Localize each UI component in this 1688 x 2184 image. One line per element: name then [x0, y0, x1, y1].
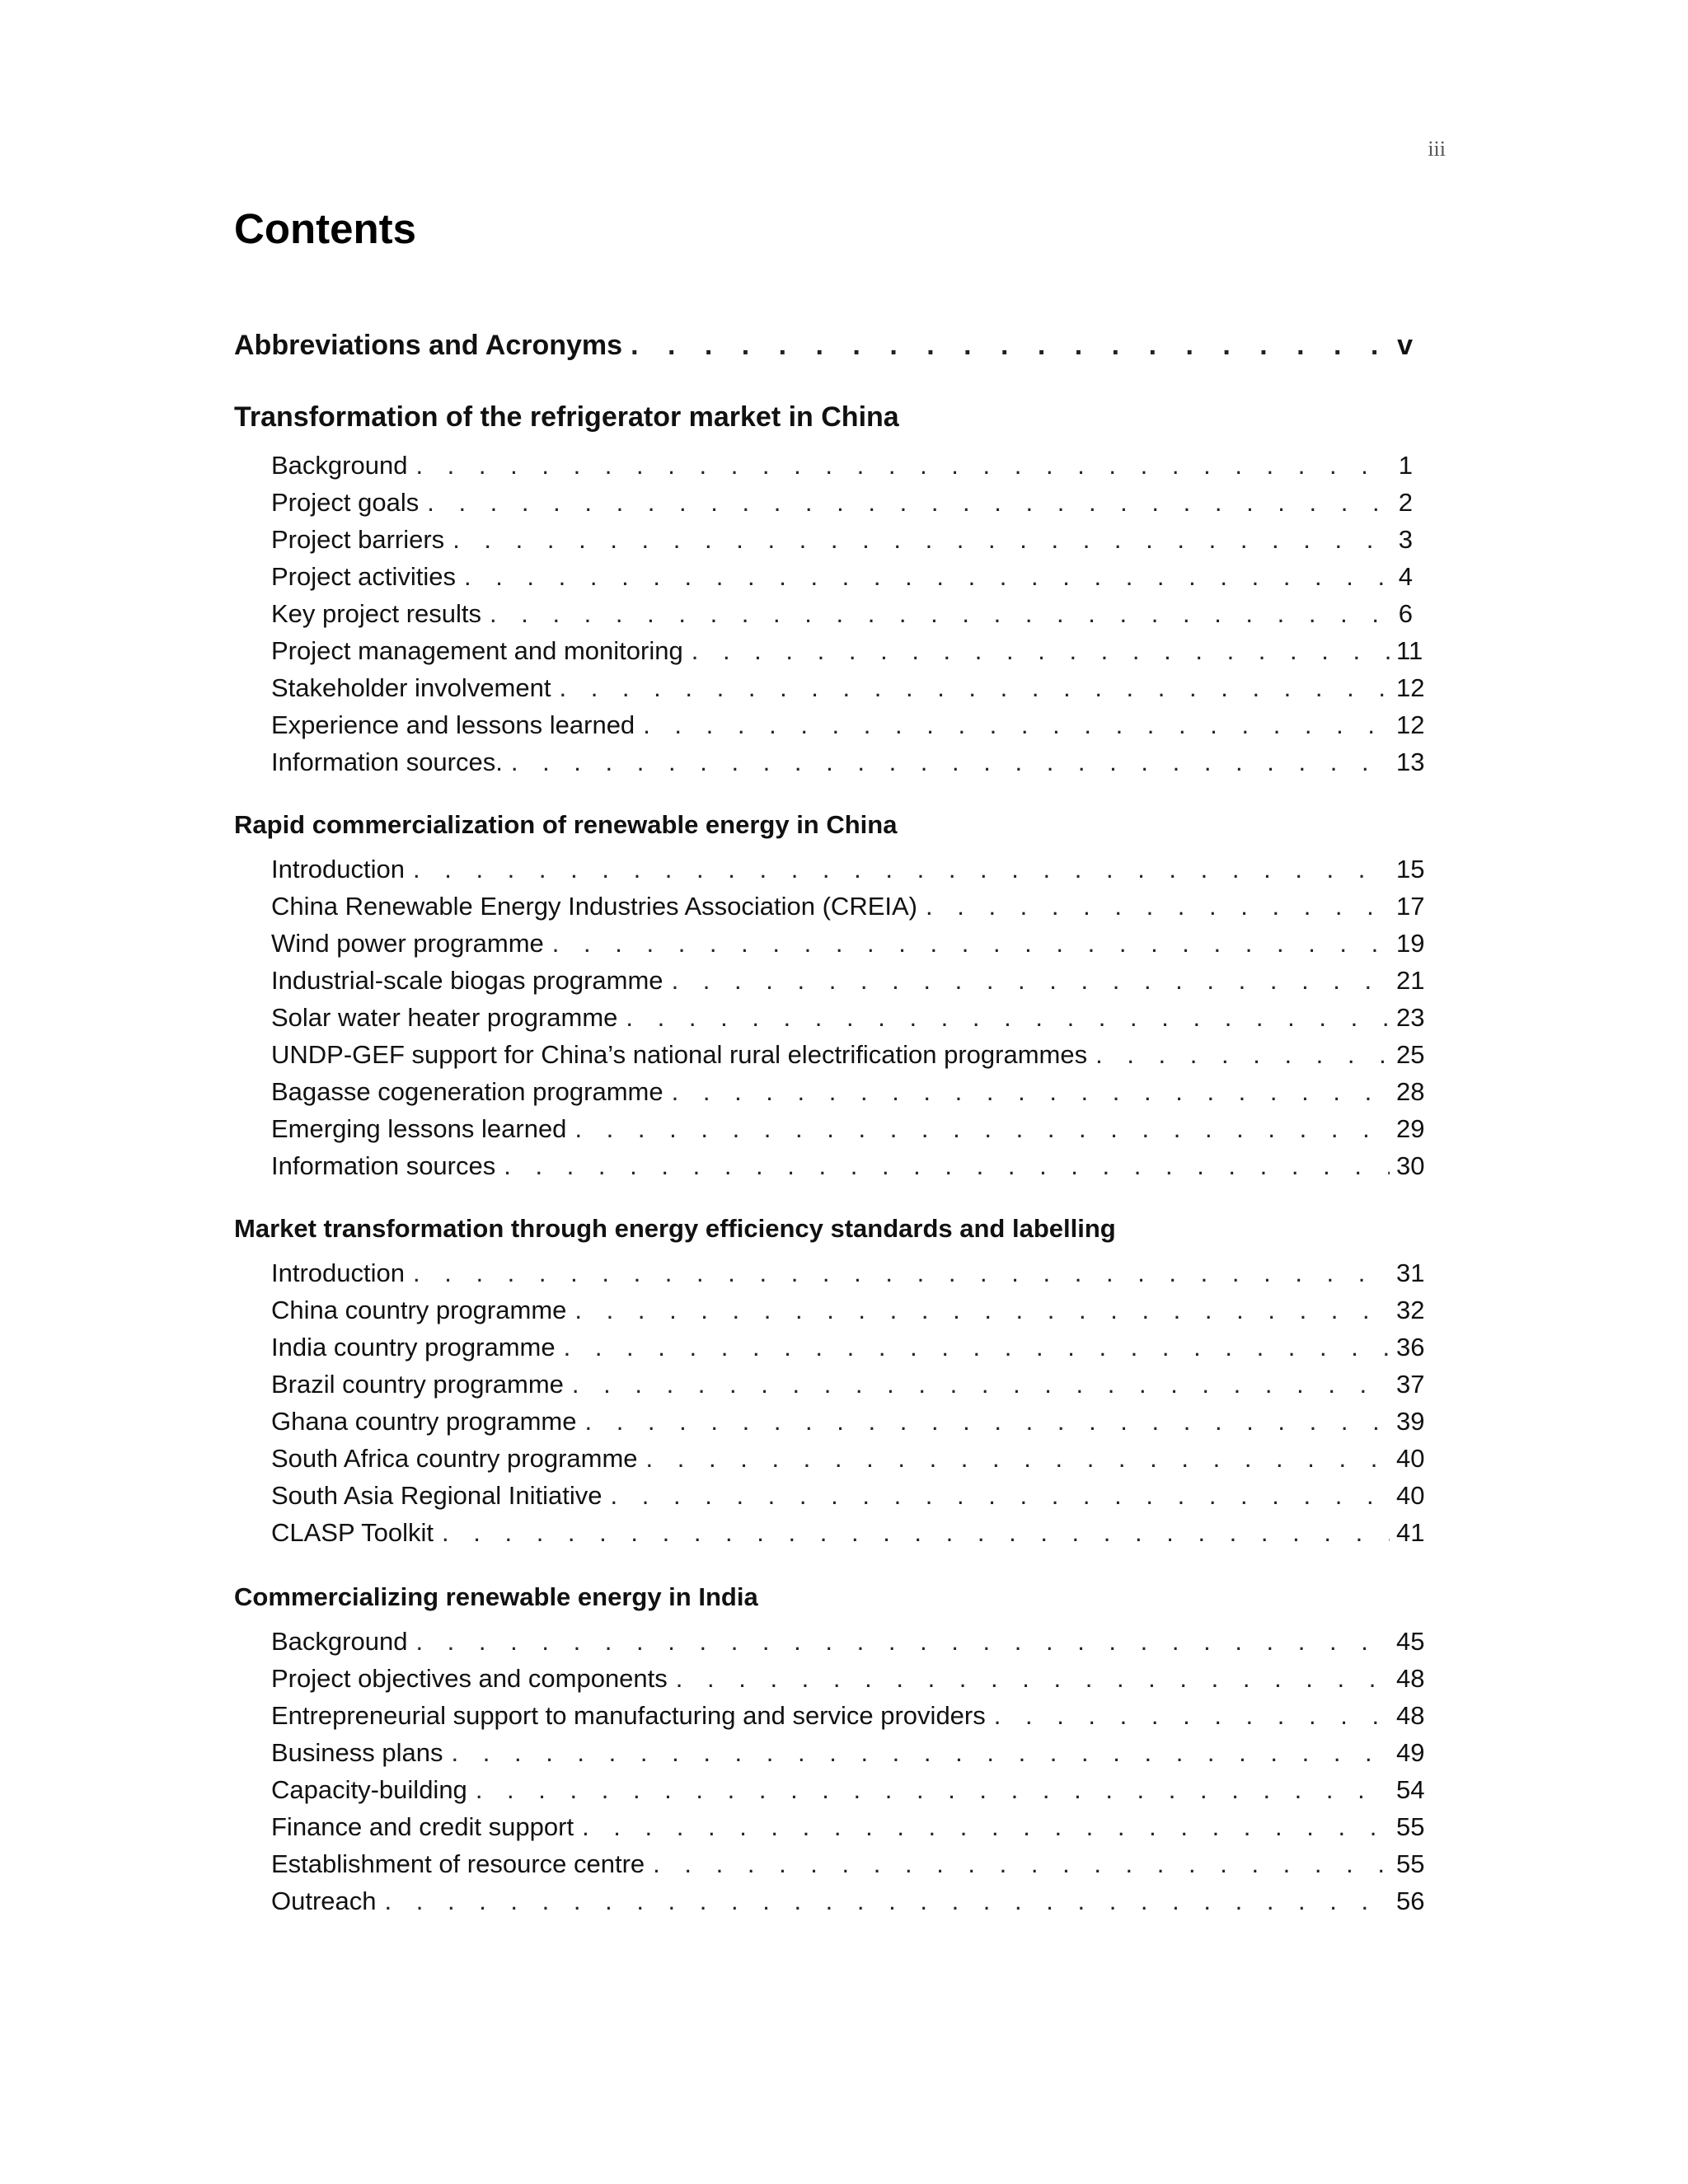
dot-leader	[631, 325, 1390, 366]
toc-entry[interactable]	[271, 595, 1413, 632]
toc-entry[interactable]	[271, 447, 1413, 484]
toc-entry[interactable]	[271, 888, 1425, 925]
toc-entry-page: 31	[1396, 1258, 1425, 1287]
toc-entry-label: UNDP-GEF support for China’s national rural electrification programmes	[271, 1040, 1088, 1069]
toc-entry-label: Capacity-building	[271, 1775, 467, 1804]
toc-entry-label: Ghana country programme	[271, 1407, 577, 1436]
toc-entry-page: v	[1397, 330, 1413, 361]
toc-entry[interactable]	[271, 1036, 1425, 1073]
dot-leader	[574, 1110, 1390, 1147]
toc-entry-label: Key project results	[271, 599, 481, 628]
toc-entry-page: 19	[1396, 929, 1425, 958]
dot-leader	[415, 1623, 1390, 1660]
dot-leader	[427, 484, 1390, 521]
toc-entry[interactable]	[271, 1734, 1425, 1771]
toc-entry-label: Brazil country programme	[271, 1370, 564, 1399]
dot-leader	[574, 1291, 1390, 1329]
toc-entry-page: 54	[1396, 1775, 1425, 1804]
toc-entry-page: 30	[1396, 1151, 1425, 1180]
toc-entry[interactable]	[271, 1329, 1425, 1366]
toc-entry-label: Solar water heater programme	[271, 1003, 618, 1032]
toc-entry-label: India country programme	[271, 1333, 556, 1361]
toc-entry-label: Wind power programme	[271, 929, 544, 958]
toc-entry-page: 40	[1396, 1481, 1425, 1510]
dot-leader	[611, 1477, 1390, 1514]
toc-entry-label: China country programme	[271, 1296, 567, 1324]
dot-leader	[476, 1771, 1390, 1808]
toc-entry-label: Project activities	[271, 562, 456, 591]
dot-leader	[464, 558, 1390, 595]
toc-entry-page: 49	[1396, 1738, 1425, 1767]
toc-entry[interactable]	[271, 1845, 1425, 1882]
toc-entry-page: 15	[1396, 855, 1425, 883]
toc-entry[interactable]	[271, 1623, 1425, 1660]
dot-leader	[504, 1147, 1390, 1184]
toc-entry[interactable]	[271, 999, 1425, 1036]
toc-entry-label: Establishment of resource centre	[271, 1849, 645, 1878]
dot-leader	[1095, 1036, 1390, 1073]
toc-entry[interactable]	[271, 1254, 1425, 1291]
toc-entry[interactable]	[271, 1291, 1425, 1329]
dot-leader	[452, 521, 1390, 558]
dot-leader	[676, 1660, 1390, 1697]
toc-entry[interactable]	[271, 669, 1425, 706]
toc-entry[interactable]	[271, 484, 1413, 521]
toc-entry-page: 1	[1398, 451, 1413, 480]
dot-leader	[672, 962, 1390, 999]
dot-leader	[994, 1697, 1390, 1734]
toc-entry-label: Information sources	[271, 1151, 496, 1180]
toc-entry[interactable]	[271, 1771, 1425, 1808]
toc-entry[interactable]	[271, 1808, 1425, 1845]
toc-entry-page: 48	[1396, 1701, 1425, 1730]
dot-leader	[584, 1403, 1390, 1440]
toc-entry-page: 48	[1396, 1664, 1425, 1693]
toc-entry-page: 17	[1396, 892, 1425, 921]
dot-leader	[442, 1514, 1390, 1551]
toc-entry[interactable]	[271, 1110, 1425, 1147]
dot-leader	[452, 1734, 1390, 1771]
dot-leader	[490, 595, 1390, 632]
toc-entry-page: 2	[1398, 488, 1413, 517]
toc-entry-label: Emerging lessons learned	[271, 1114, 567, 1143]
toc-entry-page: 36	[1396, 1333, 1425, 1361]
toc-entry-page: 55	[1396, 1849, 1425, 1878]
toc-entry-label: CLASP Toolkit	[271, 1518, 434, 1547]
toc-entry-label: Introduction	[271, 1258, 405, 1287]
toc-entry-label: Experience and lessons learned	[271, 710, 635, 739]
toc-entry-page: 40	[1396, 1444, 1425, 1473]
toc-entry-label: Introduction	[271, 855, 405, 883]
toc-entry-label: Bagasse cogeneration programme	[271, 1077, 663, 1106]
toc-entry-label: Business plans	[271, 1738, 443, 1767]
toc-entry[interactable]	[271, 521, 1413, 558]
toc-entry-label: Industrial-scale biogas programme	[271, 966, 663, 995]
dot-leader	[626, 999, 1390, 1036]
toc-entry[interactable]	[271, 706, 1425, 743]
toc-entry[interactable]	[271, 1882, 1425, 1919]
toc-entry-page: 21	[1396, 966, 1425, 995]
toc-entry[interactable]	[271, 1660, 1425, 1697]
section-heading: Market transformation through energy efficiency standards and labelling	[234, 1214, 1116, 1243]
toc-entry-page: 12	[1396, 710, 1425, 739]
toc-entry-label: Stakeholder involvement	[271, 673, 551, 702]
toc-entry-page: 41	[1396, 1518, 1425, 1547]
toc-entry-label: South Asia Regional Initiative	[271, 1481, 603, 1510]
toc-entry-page: 11	[1396, 636, 1423, 665]
toc-entry[interactable]	[271, 1697, 1425, 1734]
section-heading: Commercializing renewable energy in India	[234, 1582, 758, 1611]
toc-entry-page: 29	[1396, 1114, 1425, 1143]
toc-entry-page: 12	[1396, 673, 1425, 702]
page-number: iii	[1428, 137, 1446, 161]
dot-leader	[653, 1845, 1390, 1882]
toc-entry-label: Information sources.	[271, 748, 503, 776]
toc-entry[interactable]	[271, 632, 1423, 669]
toc-entry[interactable]	[271, 558, 1413, 595]
toc-entry-page: 28	[1396, 1077, 1425, 1106]
dot-leader	[385, 1882, 1390, 1919]
toc-entry-label: Project objectives and components	[271, 1664, 668, 1693]
toc-entry-label: Abbreviations and Acronyms	[234, 330, 623, 361]
section-heading: Rapid commercialization of renewable energy in China	[234, 810, 898, 839]
toc-entry-page: 4	[1398, 562, 1413, 591]
toc-entry-page: 45	[1396, 1627, 1425, 1656]
toc-entry-label: Project management and monitoring	[271, 636, 683, 665]
dot-leader	[564, 1329, 1390, 1366]
toc-entry-page: 25	[1396, 1040, 1425, 1069]
toc-entry[interactable]	[271, 851, 1425, 888]
dot-leader	[646, 1440, 1390, 1477]
page-title: Contents	[234, 205, 416, 252]
toc-entry-page: 55	[1396, 1812, 1425, 1841]
dot-leader	[559, 669, 1390, 706]
toc-entry-page: 39	[1396, 1407, 1425, 1436]
toc-entry-page: 56	[1396, 1886, 1425, 1915]
toc-entry[interactable]	[271, 962, 1425, 999]
toc-entry[interactable]	[271, 743, 1425, 780]
dot-leader	[643, 706, 1390, 743]
toc-entry-label: Outreach	[271, 1886, 377, 1915]
toc-entry[interactable]	[271, 1440, 1425, 1477]
toc-entry[interactable]	[271, 1477, 1425, 1514]
dot-leader	[582, 1808, 1390, 1845]
toc-entry-abbreviations[interactable]	[234, 325, 1413, 366]
toc-entry[interactable]	[271, 925, 1425, 962]
toc-entry[interactable]	[271, 1073, 1425, 1110]
dot-leader	[413, 851, 1390, 888]
dot-leader	[926, 888, 1390, 925]
toc-entry[interactable]	[271, 1366, 1425, 1403]
toc-entry[interactable]	[271, 1147, 1425, 1184]
toc-entry-page: 13	[1396, 748, 1425, 776]
toc-entry-label: Background	[271, 1627, 408, 1656]
toc-entry-page: 6	[1398, 599, 1413, 628]
dot-leader	[415, 447, 1390, 484]
toc-entry[interactable]	[271, 1514, 1425, 1551]
toc-entry-label: Project goals	[271, 488, 420, 517]
toc-entry-label: Background	[271, 451, 408, 480]
toc-entry-label: Entrepreneurial support to manufacturing and service providers	[271, 1701, 986, 1730]
toc-entry-page: 37	[1396, 1370, 1425, 1399]
toc-entry-label: Project barriers	[271, 525, 445, 554]
dot-leader	[511, 743, 1390, 780]
dot-leader	[572, 1366, 1390, 1403]
toc-entry-page: 3	[1398, 525, 1413, 554]
dot-leader	[692, 632, 1390, 669]
dot-leader	[413, 1254, 1390, 1291]
toc-entry-label: Finance and credit support	[271, 1812, 574, 1841]
toc-entry-page: 23	[1396, 1003, 1425, 1032]
section-heading: Transformation of the refrigerator market in China	[234, 401, 899, 433]
dot-leader	[552, 925, 1390, 962]
toc-entry-page: 32	[1396, 1296, 1425, 1324]
dot-leader	[672, 1073, 1390, 1110]
toc-entry-label: China Renewable Energy Industries Association (CREIA)	[271, 892, 917, 921]
toc-entry-label: South Africa country programme	[271, 1444, 638, 1473]
toc-entry[interactable]	[271, 1403, 1425, 1440]
